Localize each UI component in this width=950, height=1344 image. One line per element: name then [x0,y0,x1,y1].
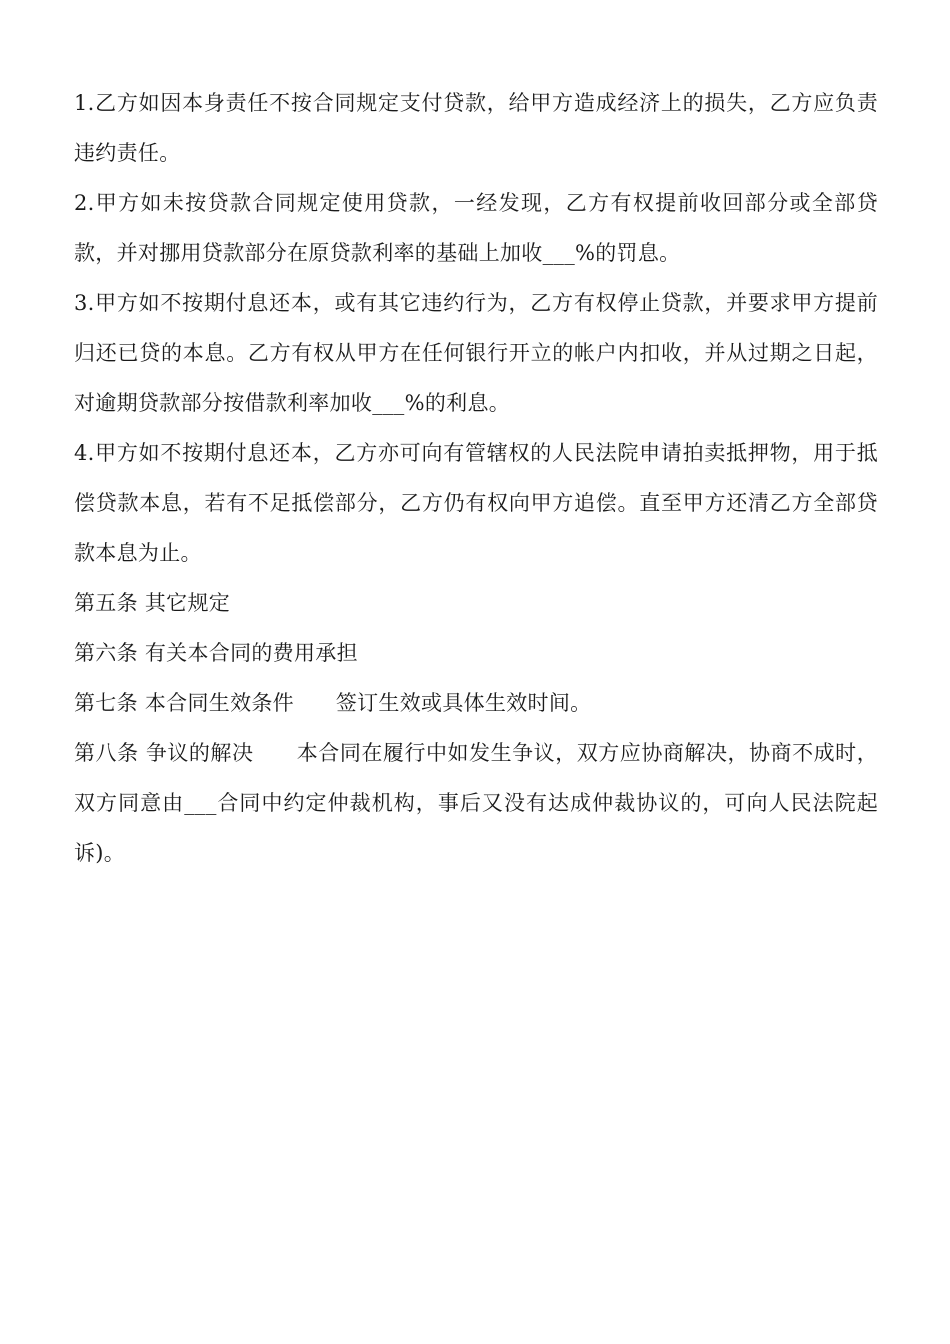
document-page [74,78,878,878]
article-8-paragraph: 第八条 争议的解决 本合同在履行中如发生争议，双方应协商解决，协商不成时，双方同意由___合同中约定仲裁机构，事后又没有达成仲裁协议的，可向人民法院起诉)。 [74,741,878,865]
article-6-heading: 第六条 有关本合同的费用承担 [74,641,358,665]
article-5-heading: 第五条 其它规定 [74,591,231,615]
clause-4-paragraph: 4.甲方如不按期付息还本，乙方亦可向有管辖权的人民法院申请拍卖抵押物，用于抵偿贷款本息，若有不足抵偿部分，乙方仍有权向甲方追偿。直至甲方还清乙方全部贷款本息为止。 [74,441,878,565]
article-7-heading: 第七条 本合同生效条件 签订生效或具体生效时间。 [74,691,592,715]
clause-2-paragraph: 2.甲方如未按贷款合同规定使用贷款，一经发现，乙方有权提前收回部分或全部贷款，并对挪用贷款部分在原贷款利率的基础上加收___%的罚息。 [74,191,878,265]
clause-1-paragraph: 1.乙方如因本身责任不按合同规定支付贷款，给甲方造成经济上的损失，乙方应负责违约责任。 [74,91,878,165]
clause-3-paragraph: 3.甲方如不按期付息还本，或有其它违约行为，乙方有权停止贷款，并要求甲方提前归还已贷的本息。乙方有权从甲方在任何银行开立的帐户内扣收，并从过期之日起，对逾期贷款部分按借款利率加收___%的利息。 [74,291,878,415]
